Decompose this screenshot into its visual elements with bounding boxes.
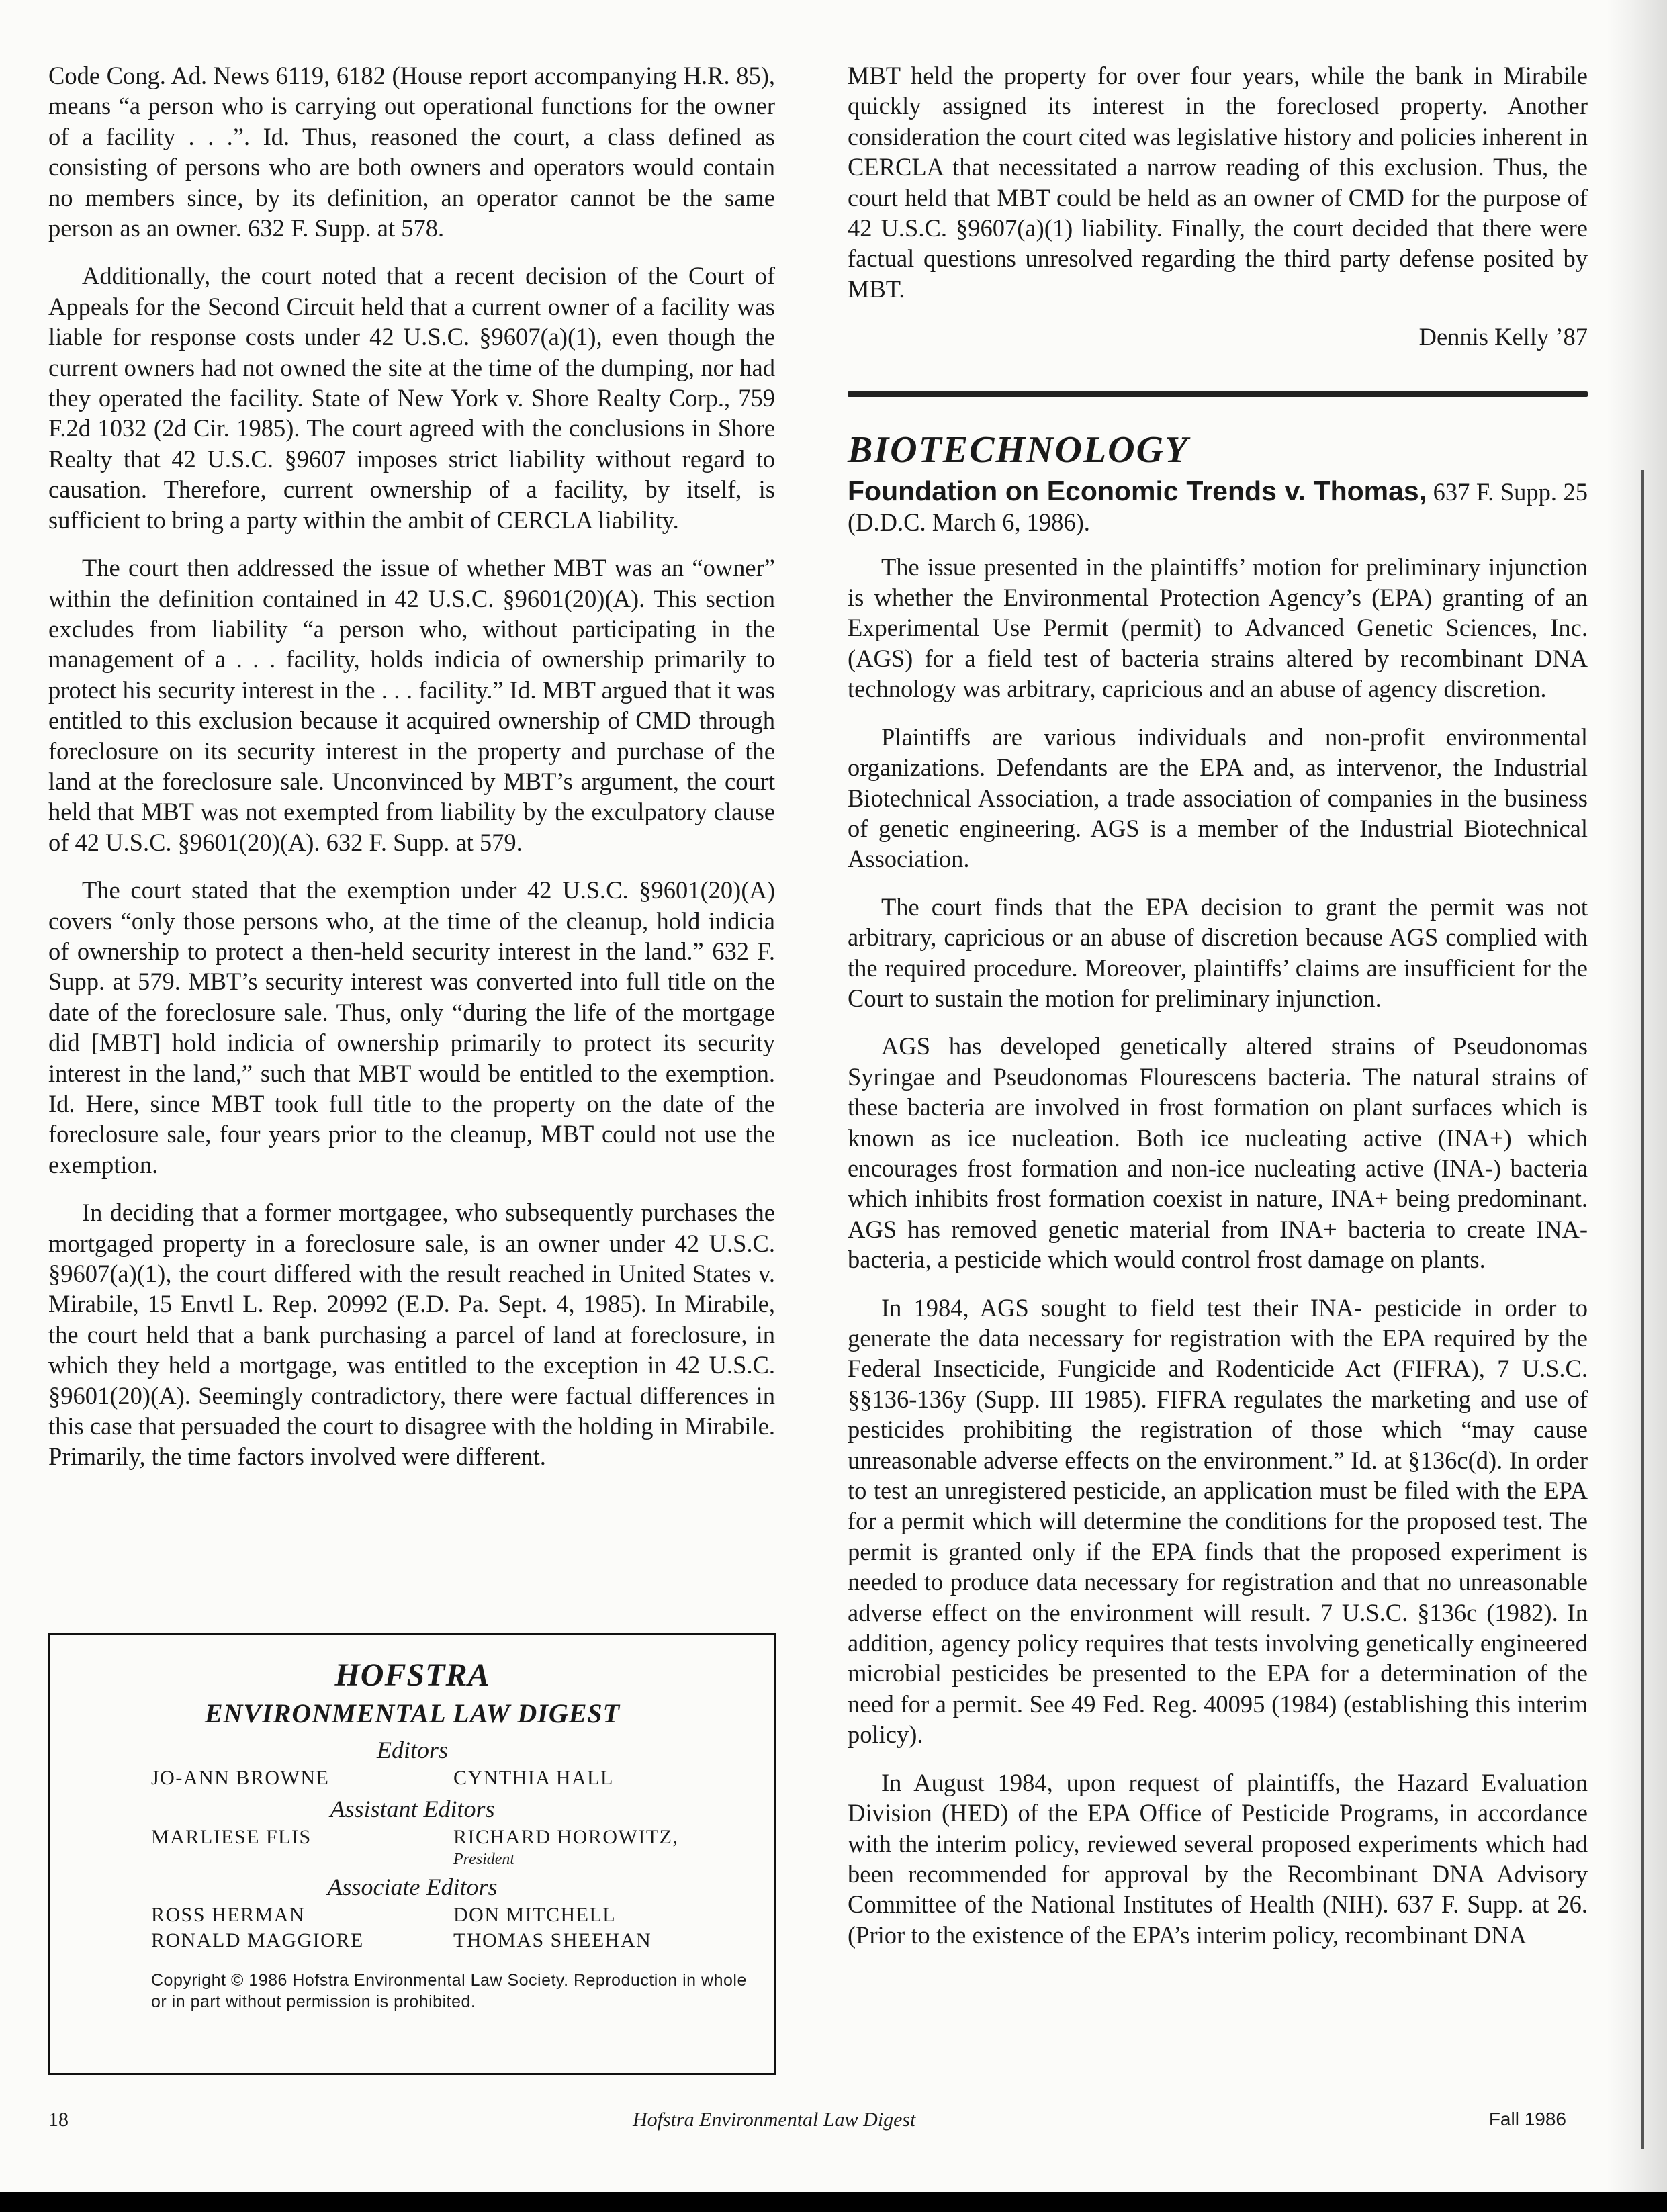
author-signature: Dennis Kelly ’87 (1418, 323, 1588, 351)
editors-row (151, 1765, 750, 1791)
case-citation: 637 F. Supp. 25 (D.D.C. March 6, 1986). (848, 477, 1588, 536)
journal-name: Hofstra Environmental Law Digest (633, 2109, 916, 2131)
issue-date: Fall 1986 (1488, 2109, 1566, 2129)
binding-edge-line (1641, 470, 1644, 2149)
editor-name: JO-ANN BROWNE (151, 1767, 330, 1789)
associate-editors-row (151, 1928, 750, 1953)
right-paragraph-2: Plaintiffs are various individuals and non-profit environmental organizations. Defendants are the EPA and, as intervenor, the Industrial Biotechnical Association, a trade association of companies in the business of genetic engineering. AGS is a member of the Industrial Biotechnical Association. (848, 723, 1588, 873)
right-paragraph-1: The issue presented in the plaintiffs’ motion for preliminary injunction is whether the Environmental Protection Agency’s (EPA) granting of an Experimental Use Permit (permit) to Advanced Genetic Sciences, Inc. (AGS) for a field test of bacteria strains altered by recombinant DNA technology was arbitrary, capricious and an abuse of agency discretion. (848, 553, 1588, 703)
scan-bottom-edge (0, 2192, 1667, 2212)
right-paragraph-4: AGS has developed genetically altered strains of Pseudonomas Syringae and Pseudonomas Flourescens bacteria. The natural strains of these bacteria are involved in frost formation on plant surfaces which is known as ice nucleation. Both ice nucleating active (INA+) which encourages frost formation and non-ice nucleating active (INA-) bacteria which inhibits frost formation coexist in nature, INA+ being predominant. AGS has removed genetic material from INA+ bacteria to create INA- bacteria, a pesticide which would control frost damage on plants. (848, 1032, 1588, 1274)
right-paragraph-5: In 1984, AGS sought to field test their INA- pesticide in order to generate the data necessary for registration with the EPA required by the Federal Insecticide, Fungicide and Rodenticide Act (FIFRA), 7 U.S.C. §§136-136y (Supp. III 1985). FIFRA regulates the marketing and use of pesticides prohibiting the registration of those which “may cause unreasonable adverse effects on the environment.” Id. at §136c(d). In order to test an unregistered pesticide, an application must be filed with the EPA for a permit which will determine the conditions for the proposed test. The permit is granted only if the EPA finds that the proposed experiment is needed to produce data necessary for registration and that no unreasonable adverse effect on the environment will result. 7 U.S.C. §136c (1982). In addition, agency policy requires that tests involving genetically engineered microbial pesticides be presented to the EPA for a determination of the need for a permit. See 49 Fed. Reg. 40095 (1984) (establishing this interim policy). (848, 1293, 1588, 1749)
assistant-editors-row (151, 1825, 750, 1850)
left-paragraph-1: Code Cong. Ad. News 6119, 6182 (House report accompanying H.R. 85), means “a person who is carrying out operational functions for the owner of a facility . . .”. Id. Thus, reasoned the court, a class defined as consisting of persons who are both owners and operators would contain no members since, by its definition, an operator cannot be the same person as an owner. 632 F. Supp. at 578. (48, 62, 775, 242)
left-paragraph-4: The court stated that the exemption under 42 U.S.C. §9601(20)(A) covers “only those persons who, at the time of the cleanup, hold indicia of ownership to protect a then-held security interest in the land.” 632 F. Supp. at 579. MBT’s security interest was converted into full title on the date of the foreclosure sale. Thus, only “during the life of the mortgage did [MBT] hold indicia of ownership primarily to protect its security interest in the land,” such that MBT would be entitled to the exemption. Id. Here, since MBT took full title to the property on the date of the foreclosure sale, four years prior to the cleanup, MBT could not use the exemption. (48, 876, 775, 1179)
page-footer (48, 2109, 1566, 2138)
associate-editor-name: RONALD MAGGIORE (151, 1929, 364, 1951)
case-name: Foundation on Economic Trends v. Thomas, (848, 475, 1427, 506)
masthead-subtitle: ENVIRONMENTAL LAW DIGEST (204, 1698, 621, 1729)
assistant-editors-label: Assistant Editors (330, 1796, 495, 1823)
section-title: BIOTECHNOLOGY (848, 428, 1189, 471)
right-paragraph-3: The court finds that the EPA decision to grant the permit was not arbitrary, capricious or an abuse of discretion because AGS complied with the required procedure. Moreover, plaintiffs’ claims are insufficient for the Court to sustain the motion for preliminary injunction. (848, 892, 1588, 1012)
left-paragraph-3: The court then addressed the issue of whether MBT was an “owner” within the definition contained in 42 U.S.C. §9601(20)(A). This section excludes from liability “a person who, without participating in the management of a . . . facility, holds indicia of ownership primarily to protect his security interest in the . . . facility.” Id. MBT argued that it was entitled to this exclusion because it acquired ownership of CMD through foreclosure on its security interest in the property and purchase of the land at the foreclosure sale. Unconvinced by MBT’s argument, the court held that MBT was not exempted from liability by the exculpatory clause of 42 U.S.C. §9601(20)(A). 632 F. Supp. at 579. (48, 554, 775, 856)
associate-editors-label: Associate Editors (327, 1874, 498, 1900)
president-label: President (453, 1851, 515, 1868)
assistant-editor-name: RICHARD HOROWITZ, (453, 1826, 679, 1848)
left-paragraph-5: In deciding that a former mortgagee, who subsequently purchases the mortgaged property in a foreclosure sale, is an owner under 42 U.S.C. §9607(a)(1), the court differed with the result reached in United States v. Mirabile, 15 Envtl L. Rep. 20992 (E.D. Pa. Sept. 4, 1985). In Mirabile, the court held that a bank purchasing a parcel of land at foreclosure, in which they held a mortgage, was entitled to the exception in 42 U.S.C. §9601(20)(A). Seemingly contradictory, there were factual differences in this case that persuaded the court to disagree with the holding in Mirabile. Primarily, the time factors involved were different. (48, 1199, 775, 1471)
page-number: 18 (48, 2109, 69, 2131)
section-divider (848, 391, 1588, 397)
right-intro-paragraph: MBT held the property for over four years, while the bank in Mirabile quickly assigned its interest in the foreclosed property. Another consideration the court cited was legislative history and policies inherent in CERCLA that necessitated a narrow reading of this exclusion. Thus, the court held that MBT could be held as an owner of CMD for the purpose of 42 U.S.C. §9607(a)(1) liability. Finally, the court decided that there were factual questions unresolved regarding the third party defense posited by MBT. (848, 62, 1588, 303)
editors-label: Editors (376, 1737, 448, 1763)
case-heading (848, 476, 1588, 537)
copyright-notice: Copyright © 1986 Hofstra Environmental Law Society. Reproduction in whole or in part without permission is prohibited. (151, 1971, 747, 2011)
masthead-title: HOFSTRA (334, 1657, 490, 1693)
left-paragraph-2: Additionally, the court noted that a recent decision of the Court of Appeals for the Second Circuit held that a current owner of a facility was liable for response costs under 42 U.S.C. §9607(a)(1), even though the current owners had not owned the site at the time of the dumping, nor had they operated the facility. State of New York v. Shore Realty Corp., 759 F.2d 1032 (2d Cir. 1985). The court agreed with the conclusions in Shore Realty that 42 U.S.C. §9607 imposes strict liability without regard to causation. Therefore, current ownership of a facility, by itself, is sufficient to bring a party within the ambit of CERCLA liability. (48, 262, 775, 534)
associate-editor-name: DON MITCHELL (453, 1904, 617, 1926)
left-column (48, 60, 775, 1489)
assistant-editor-name: MARLIESE FLIS (151, 1826, 312, 1848)
masthead-box (48, 1633, 776, 2075)
associate-editors-row (151, 1902, 750, 1928)
page-spine-shadow (1607, 0, 1667, 2212)
right-paragraph-6: In August 1984, upon request of plaintiffs, the Hazard Evaluation Division (HED) of the EPA Office of Pesticide Programs, in accordance with the interim policy, reviewed several proposed experiments which had been recommended for approval by the Recombinant DNA Advisory Committee of the National Institutes of Health (NIH). 637 F. Supp. at 26. (Prior to the existence of the EPA’s interim policy, recombinant DNA (848, 1768, 1588, 1949)
associate-editor-name: THOMAS SHEEHAN (453, 1929, 652, 1951)
right-column (848, 60, 1588, 1968)
associate-editor-name: ROSS HERMAN (151, 1904, 306, 1926)
editor-name: CYNTHIA HALL (453, 1767, 614, 1789)
